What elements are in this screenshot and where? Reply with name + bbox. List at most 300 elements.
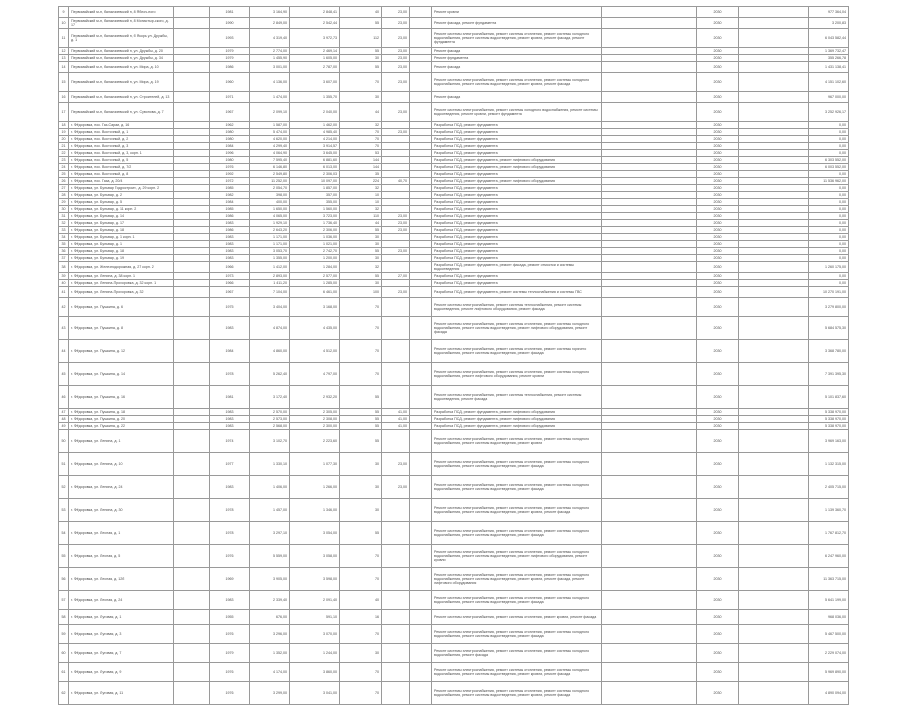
area-living-cell: 4 435,00 <box>290 317 340 340</box>
cost-cell: 11 536 962,00 <box>809 178 849 185</box>
cost-cell: 0,00 <box>809 227 849 234</box>
row-number: 48 <box>59 416 69 423</box>
blank-cell <box>174 568 210 591</box>
plan-year-cell: 2030 <box>697 136 739 143</box>
blank-cell <box>602 430 697 453</box>
count-cell: 70 <box>340 298 382 317</box>
address-cell: г. Фёдоровка, пос. Восточный, д. 2 <box>69 136 174 143</box>
table-row <box>59 220 849 227</box>
floors-cell <box>382 199 410 206</box>
blank-cell <box>602 18 697 29</box>
plan-year-cell: 2030 <box>697 280 739 287</box>
year-cell: 1976 <box>210 682 250 705</box>
table-row <box>59 199 849 206</box>
blank-cell <box>602 7 697 18</box>
plan-year-cell: 2030 <box>697 55 739 62</box>
blank-cell <box>602 416 697 423</box>
blank-cell <box>174 273 210 280</box>
area-total-cell: 2 570,00 <box>250 409 290 416</box>
blank-cell <box>739 248 809 255</box>
floors-cell: 23,00 <box>382 18 410 29</box>
blank-cell <box>410 255 432 262</box>
table-row <box>59 545 849 568</box>
table-row <box>59 234 849 241</box>
floors-cell <box>382 430 410 453</box>
blank-cell <box>410 568 432 591</box>
work-type-cell: Разработка ПСД, ремонт фундамента <box>432 136 602 143</box>
blank-cell <box>602 568 697 591</box>
area-total-cell: 4 136,00 <box>250 73 290 92</box>
area-total-cell: 2 774,00 <box>250 48 290 55</box>
blank-cell <box>739 298 809 317</box>
blank-cell <box>602 287 697 298</box>
blank-cell <box>410 591 432 610</box>
address-cell: Первомайский м-н, балакчиевский п, ул. Мира, д. 19 <box>69 73 174 92</box>
table-row <box>59 55 849 62</box>
plan-year-cell: 2030 <box>697 164 739 171</box>
year-cell: 1984 <box>210 340 250 363</box>
count-cell: 32 <box>340 206 382 213</box>
blank-cell <box>410 178 432 185</box>
floors-cell <box>382 150 410 157</box>
blank-cell <box>174 73 210 92</box>
blank-cell <box>410 409 432 416</box>
table-row <box>59 340 849 363</box>
blank-cell <box>174 663 210 682</box>
blank-cell <box>739 545 809 568</box>
year-cell: 1983 <box>210 591 250 610</box>
plan-year-cell: 2030 <box>697 568 739 591</box>
plan-year-cell: 2030 <box>697 298 739 317</box>
blank-cell <box>739 171 809 178</box>
cost-cell: 0,00 <box>809 143 849 150</box>
year-cell: 1984 <box>210 199 250 206</box>
cost-cell: 0,00 <box>809 248 849 255</box>
cost-cell: 5 101 837,60 <box>809 386 849 409</box>
blank-cell <box>602 199 697 206</box>
blank-cell <box>410 122 432 129</box>
floors-cell <box>382 682 410 705</box>
cost-cell: 1 369 732,47 <box>809 48 849 55</box>
year-cell: 1973 <box>210 273 250 280</box>
blank-cell <box>602 476 697 499</box>
blank-cell <box>410 234 432 241</box>
area-total-cell: 2 643,20 <box>250 227 290 234</box>
plan-year-cell: 2030 <box>697 317 739 340</box>
area-living-cell: 591,10 <box>290 610 340 625</box>
blank-cell <box>602 241 697 248</box>
count-cell: 112 <box>340 29 382 48</box>
blank-cell <box>739 92 809 103</box>
work-type-cell: Ремонт системы электроснабжения, ремонт системы отопления, ремонт системы холодного водоснабжения, ремонт системы водоотведения, ремонт кровли, ремонт фасада <box>432 682 602 705</box>
floors-cell <box>382 122 410 129</box>
area-living-cell: 2 542,44 <box>290 18 340 29</box>
row-number: 47 <box>59 409 69 416</box>
area-living-cell: 2 469,14 <box>290 48 340 55</box>
address-cell: г. Фёдоровка, ул. Бульвар, д. 2 <box>69 192 174 199</box>
blank-cell <box>602 29 697 48</box>
blank-cell <box>739 73 809 92</box>
cost-cell: 1 132 315,00 <box>809 453 849 476</box>
work-type-cell: Ремонт системы электроснабжения, ремонт системы отопления, ремонт системы холодного водоснабжения, ремонт системы водоотведения, ремонт фасада <box>432 522 602 545</box>
year-cell: 1967 <box>210 287 250 298</box>
blank-cell <box>410 340 432 363</box>
area-total-cell: 11 252,00 <box>250 178 290 185</box>
year-cell: 1977 <box>210 453 250 476</box>
table-row <box>59 453 849 476</box>
address-cell: г. Фёдоровка, ул. Бульвар, д. 18 <box>69 227 174 234</box>
count-cell: 144 <box>340 157 382 164</box>
count-cell: 40 <box>340 591 382 610</box>
work-type-cell: Ремонт системы электроснабжения, ремонт системы отопления, ремонт системы холодного водоснабжения, ремонт системы водоотведения, ремонт фасада <box>432 476 602 499</box>
count-cell: 30 <box>340 280 382 287</box>
work-type-cell: Ремонт системы электроснабжения, ремонт системы отопления, ремонт системы холодного водоснабжения, ремонт системы водоотведения, ремонт фасада <box>432 591 602 610</box>
row-number: 43 <box>59 317 69 340</box>
floors-cell <box>382 185 410 192</box>
count-cell: 70 <box>340 625 382 644</box>
floors-cell <box>382 143 410 150</box>
area-total-cell: 2 054,70 <box>250 185 290 192</box>
row-number: 56 <box>59 568 69 591</box>
blank-cell <box>174 287 210 298</box>
floors-cell: 23,00 <box>382 55 410 62</box>
blank-cell <box>739 103 809 122</box>
row-number: 30 <box>59 206 69 213</box>
table-row <box>59 18 849 29</box>
plan-year-cell: 2030 <box>697 7 739 18</box>
address-cell: г. Фёдоровка, ул. Лесная, д. 5 <box>69 545 174 568</box>
blank-cell <box>410 682 432 705</box>
cost-cell: 6 003 552,00 <box>809 164 849 171</box>
area-living-cell: 4 512,00 <box>290 340 340 363</box>
area-living-cell: 2 305,00 <box>290 409 340 416</box>
work-type-cell: Ремонт фасада <box>432 62 602 73</box>
area-total-cell: 1 171,00 <box>250 241 290 248</box>
plan-year-cell: 2030 <box>697 682 739 705</box>
table-row <box>59 73 849 92</box>
address-cell: г. Фёдоровка, пос. Восточный, д. 1 <box>69 129 174 136</box>
blank-cell <box>174 192 210 199</box>
work-type-cell: Ремонт системы электроснабжения, ремонт системы холодного водоснабжения, ремонт системы водоотведения, ремонт кровли, ремонт фундамента <box>432 103 602 122</box>
area-living-cell: 1 346,00 <box>290 499 340 522</box>
area-living-cell: 1 077,30 <box>290 453 340 476</box>
area-total-cell: 4 620,00 <box>250 136 290 143</box>
address-cell: г. Фёдоровка, ул. Бульвар, д. 14 <box>69 213 174 220</box>
blank-cell <box>602 340 697 363</box>
plan-year-cell: 2030 <box>697 340 739 363</box>
blank-cell <box>602 48 697 55</box>
table-row <box>59 363 849 386</box>
cost-cell: 0,00 <box>809 213 849 220</box>
cost-cell: 0,00 <box>809 129 849 136</box>
area-living-cell: 3 070,00 <box>290 625 340 644</box>
year-cell: 1966 <box>210 262 250 273</box>
work-type-cell: Ремонт системы электроснабжения, ремонт системы отопления, ремонт системы холодного водоснабжения, ремонт системы водоотведения, ремонт фасада <box>432 453 602 476</box>
table-row <box>59 171 849 178</box>
area-total-cell: 4 174,00 <box>250 663 290 682</box>
blank-cell <box>174 171 210 178</box>
floors-cell <box>382 206 410 213</box>
count-cell: 55 <box>340 416 382 423</box>
floors-cell <box>382 499 410 522</box>
year-cell: 1983 <box>210 220 250 227</box>
blank-cell <box>602 185 697 192</box>
work-type-cell: Ремонт системы электроснабжения, ремонт системы отопления, ремонт системы холодного водоснабжения, ремонт системы водоотведения, ремонт кровли, ремонт фасада <box>432 663 602 682</box>
blank-cell <box>174 92 210 103</box>
count-cell: 55 <box>340 273 382 280</box>
row-number: 23 <box>59 157 69 164</box>
table-row <box>59 317 849 340</box>
blank-cell <box>174 416 210 423</box>
blank-cell <box>602 610 697 625</box>
area-total-cell: 3 001,00 <box>250 62 290 73</box>
plan-year-cell: 2030 <box>697 423 739 430</box>
area-living-cell: 3 723,00 <box>290 213 340 220</box>
blank-cell <box>739 206 809 213</box>
row-number: 49 <box>59 423 69 430</box>
blank-cell <box>410 522 432 545</box>
area-total-cell: 2 099,10 <box>250 103 290 122</box>
blank-cell <box>739 644 809 663</box>
count-cell: 16 <box>340 610 382 625</box>
blank-cell <box>739 143 809 150</box>
cost-cell: 2 229 074,00 <box>809 644 849 663</box>
year-cell: 1986 <box>210 213 250 220</box>
plan-year-cell: 2030 <box>697 73 739 92</box>
blank-cell <box>410 363 432 386</box>
floors-cell <box>382 164 410 171</box>
work-type-cell: Разработка ПСД, ремонт фундамента, ремонт системы теплоснабжения и системы ГВС <box>432 287 602 298</box>
plan-year-cell: 2030 <box>697 545 739 568</box>
blank-cell <box>739 62 809 73</box>
blank-cell <box>602 499 697 522</box>
cost-cell: 967 000,00 <box>809 92 849 103</box>
area-total-cell: 1 352,00 <box>250 644 290 663</box>
address-cell: г. Фёдоровка, ул. Ленина, д. 1 <box>69 430 174 453</box>
blank-cell <box>174 248 210 255</box>
address-cell: г. Фёдоровка, ул. Луговая, д. 11 <box>69 682 174 705</box>
address-cell: г. Фёдоровка, ул. Лесная, д. 24 <box>69 591 174 610</box>
plan-year-cell: 2030 <box>697 199 739 206</box>
work-type-cell: Ремонт системы электроснабжения, ремонт системы отопления, ремонт системы холодного водоснабжения, ремонт системы водоотведения, ремонт кровли, ремонт фасада, ремонт лифтового оборудования <box>432 568 602 591</box>
row-number: 9 <box>59 7 69 18</box>
row-number: 46 <box>59 386 69 409</box>
table-row <box>59 129 849 136</box>
row-number: 51 <box>59 453 69 476</box>
blank-cell <box>602 178 697 185</box>
blank-cell <box>410 499 432 522</box>
count-cell: 44 <box>340 220 382 227</box>
blank-cell <box>739 287 809 298</box>
area-total-cell: 1 411,20 <box>250 280 290 287</box>
address-cell: г. Фёдоровка, ул. Железнодорожная, д. 27 корп. 2 <box>69 262 174 273</box>
blank-cell <box>174 430 210 453</box>
blank-cell <box>410 55 432 62</box>
floors-cell <box>382 280 410 287</box>
blank-cell <box>602 298 697 317</box>
year-cell: 1983 <box>210 416 250 423</box>
table-row <box>59 143 849 150</box>
floors-cell <box>382 192 410 199</box>
plan-year-cell: 2030 <box>697 220 739 227</box>
row-number: 54 <box>59 522 69 545</box>
blank-cell <box>174 625 210 644</box>
blank-cell <box>174 136 210 143</box>
address-cell: г. Фёдоровка, ул. Пушкина, д. 6 <box>69 298 174 317</box>
count-cell: 70 <box>340 73 382 92</box>
blank-cell <box>174 453 210 476</box>
area-total-cell: 3 296,00 <box>250 625 290 644</box>
blank-cell <box>174 644 210 663</box>
blank-cell <box>739 416 809 423</box>
area-total-cell: 1 355,00 <box>250 255 290 262</box>
work-type-cell: Ремонт системы электроснабжения, ремонт системы отопления, ремонт системы холодного водоснабжения, ремонт системы водоотведения, ремонт кровли <box>432 430 602 453</box>
cost-cell: 5 641 199,00 <box>809 591 849 610</box>
blank-cell <box>174 610 210 625</box>
year-cell: 1978 <box>210 499 250 522</box>
address-cell: Первомайский м-н, балакчиевский п, ул. Строителей, д. 13 <box>69 92 174 103</box>
area-living-cell: 2 306,00 <box>290 227 340 234</box>
blank-cell <box>739 522 809 545</box>
area-total-cell: 2 568,00 <box>250 423 290 430</box>
blank-cell <box>739 55 809 62</box>
floors-cell <box>382 663 410 682</box>
table-row <box>59 499 849 522</box>
blank-cell <box>410 248 432 255</box>
plan-year-cell: 2030 <box>697 453 739 476</box>
area-living-cell: 1 355,70 <box>290 92 340 103</box>
table-row <box>59 213 849 220</box>
blank-cell <box>602 682 697 705</box>
row-number: 33 <box>59 227 69 234</box>
row-number: 21 <box>59 143 69 150</box>
address-cell: г. Фёдоровка, ул. Лесная, д. 1 <box>69 522 174 545</box>
blank-cell <box>174 262 210 273</box>
row-number: 12 <box>59 48 69 55</box>
blank-cell <box>602 522 697 545</box>
work-type-cell: Разработка ПСД, ремонт фундамента <box>432 234 602 241</box>
plan-year-cell: 2030 <box>697 122 739 129</box>
address-cell: г. Фёдоровка, ул. Ленина-Прохоровка, д. 32 корп. 1 <box>69 280 174 287</box>
plan-year-cell: 2030 <box>697 241 739 248</box>
count-cell: 70 <box>340 545 382 568</box>
blank-cell <box>410 298 432 317</box>
year-cell: 1978 <box>210 522 250 545</box>
work-type-cell: Разработка ПСД, ремонт фундамента, ремонт лифтового оборудования <box>432 423 602 430</box>
area-total-cell: 3 404,00 <box>250 298 290 317</box>
address-cell: г. Фёдоровка, ул. Пушкина, д. 18 <box>69 409 174 416</box>
area-living-cell: 2 787,00 <box>290 62 340 73</box>
address-cell: г. Фёдоровка, ул. Луговая, д. 3 <box>69 625 174 644</box>
blank-cell <box>602 409 697 416</box>
table-row <box>59 192 849 199</box>
table-row <box>59 409 849 416</box>
work-type-cell: Разработка ПСД, ремонт фундамента <box>432 171 602 178</box>
floors-cell <box>382 610 410 625</box>
cost-cell: 0,00 <box>809 150 849 157</box>
address-cell: г. Фёдоровка, ул. Ленина, д. 38 корп. 1 <box>69 273 174 280</box>
address-cell: г. Фёдоровка, ул. Ленина, д. 30 <box>69 499 174 522</box>
blank-cell <box>739 220 809 227</box>
area-living-cell: 2 742,70 <box>290 248 340 255</box>
year-cell: 1975 <box>210 298 250 317</box>
blank-cell <box>602 157 697 164</box>
area-total-cell: 3 299,00 <box>250 682 290 705</box>
count-cell: 10 <box>340 192 382 199</box>
blank-cell <box>739 591 809 610</box>
year-cell: 1976 <box>210 164 250 171</box>
blank-cell <box>410 241 432 248</box>
count-cell: 144 <box>340 164 382 171</box>
row-number: 26 <box>59 178 69 185</box>
table-row <box>59 62 849 73</box>
blank-cell <box>410 73 432 92</box>
count-cell: 55 <box>340 18 382 29</box>
area-total-cell: 1 171,00 <box>250 234 290 241</box>
address-cell: г. Фёдоровка, пос. Восточный, д. 7/2 <box>69 164 174 171</box>
blank-cell <box>174 150 210 157</box>
blank-cell <box>410 192 432 199</box>
blank-cell <box>602 164 697 171</box>
blank-cell <box>174 476 210 499</box>
plan-year-cell: 2030 <box>697 92 739 103</box>
work-type-cell: Ремонт фасада, ремонт фундамента <box>432 18 602 29</box>
area-total-cell: 2 549,80 <box>250 171 290 178</box>
cost-cell: 3 279 800,00 <box>809 298 849 317</box>
plan-year-cell: 2030 <box>697 409 739 416</box>
plan-year-cell: 2030 <box>697 129 739 136</box>
blank-cell <box>174 185 210 192</box>
address-cell: г. Фёдоровка, ул. Пушкина, д. 14 <box>69 363 174 386</box>
area-total-cell: 3 905,00 <box>250 568 290 591</box>
blank-cell <box>410 227 432 234</box>
plan-year-cell: 2030 <box>697 150 739 157</box>
cost-cell: 0,00 <box>809 136 849 143</box>
table-row <box>59 157 849 164</box>
year-cell: 1996 <box>210 150 250 157</box>
row-number: 35 <box>59 241 69 248</box>
blank-cell <box>174 522 210 545</box>
blank-cell <box>174 298 210 317</box>
year-cell: 1982 <box>210 192 250 199</box>
blank-cell <box>410 129 432 136</box>
year-cell: 1969 <box>210 568 250 591</box>
area-living-cell: 6 881,60 <box>290 157 340 164</box>
blank-cell <box>410 545 432 568</box>
blank-cell <box>410 273 432 280</box>
count-cell: 30 <box>340 499 382 522</box>
blank-cell <box>410 644 432 663</box>
area-total-cell: 4 064,90 <box>250 150 290 157</box>
work-type-cell: Разработка ПСД, ремонт фундамента <box>432 185 602 192</box>
count-cell: 55 <box>340 386 382 409</box>
blank-cell <box>410 663 432 682</box>
area-living-cell: 1 285,00 <box>290 280 340 287</box>
blank-cell <box>174 18 210 29</box>
year-cell: 1981 <box>210 7 250 18</box>
row-number: 15 <box>59 73 69 92</box>
area-total-cell: 4 319,40 <box>250 29 290 48</box>
floors-cell <box>382 644 410 663</box>
count-cell: 40 <box>340 7 382 18</box>
blank-cell <box>410 423 432 430</box>
blank-cell <box>739 213 809 220</box>
table-row <box>59 610 849 625</box>
row-number: 44 <box>59 340 69 363</box>
blank-cell <box>174 129 210 136</box>
cost-cell: 6 043 582,44 <box>809 29 849 48</box>
area-living-cell: 2 306,03 <box>290 171 340 178</box>
